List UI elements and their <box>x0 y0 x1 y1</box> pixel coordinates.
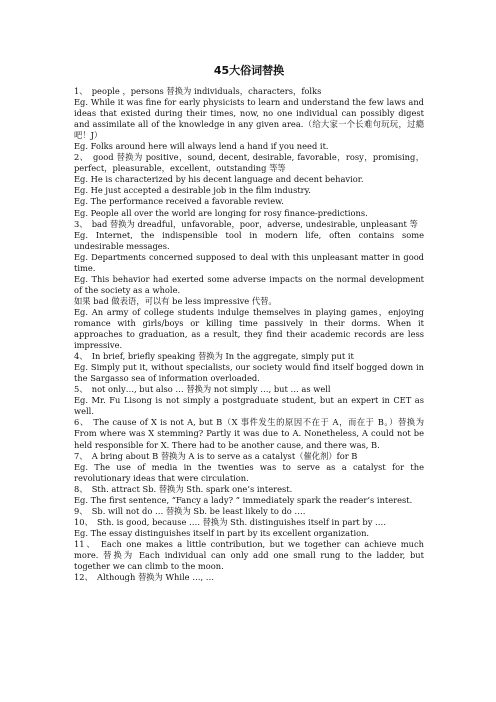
item-3-heading: 3、 bad 替换为 dreadful，unfavorable，poor，adverse, undesirable, unpleasant 等 <box>74 218 418 229</box>
example-paragraph: Eg. The performance received a favorable review. <box>74 196 284 207</box>
example-paragraph: Eg. He is characterized by his decent language and decent behavior. <box>74 174 364 185</box>
example-paragraph: Eg. Departments concerned supposed to deal with this unpleasant matter in good time. <box>74 251 424 273</box>
note-paragraph: 如果 bad 做表语，可以有 be less impressive 代替。 <box>74 295 277 306</box>
example-paragraph: Eg. People all over the world are longing for rosy finance-predictions. <box>74 207 368 218</box>
item-12-heading: 12、 Although 替换为 While …, … <box>74 572 215 583</box>
example-paragraph: Eg. This behavior had exerted some adverse impacts on the normal development of the society as a whole. <box>74 273 424 295</box>
document-title: 45大俗词替换 <box>213 64 285 77</box>
example-paragraph: Eg. The use of media in the twenties was to serve as a catalyst for the revolutionary ideas that were circulation. <box>74 461 424 483</box>
item-11-heading: 11、 Each one makes a little contribution, but we together can achieve much more. 替换为 Each individual can only add one small rung to the ladder, but together we can climb to the moon. <box>74 538 424 572</box>
example-paragraph: Eg. Mr. Fu Lisong is not simply a postgraduate student, but an expert in CET as well. <box>74 395 424 417</box>
item-5-heading: 5、 not only…, but also … 替换为 not simply …, but … as well <box>74 384 331 395</box>
example-paragraph: Eg. While it was fine for early physicists to learn and understand the few laws and ideas that existed during their times, now, no one individual can possibly digest and assimilate all of the knowledge in any given area.（给大家一个长难句玩玩，过瘾吧！J） <box>74 97 424 141</box>
example-paragraph: Eg. The essay distinguishes itself in part by its excellent organization. <box>74 527 370 538</box>
example-paragraph: Eg. Folks around here will always lend a hand if you need it. <box>74 141 329 152</box>
document-page <box>74 64 424 583</box>
example-paragraph: Eg. Internet, the indispensible tool in modern life, often contains some undesirable messages. <box>74 229 424 251</box>
item-9-heading: 9、 Sb. will not do … 替换为 Sb. be least likely to do …. <box>74 505 306 516</box>
item-6-heading: 6、 The cause of X is not A, but B（X 事件发生的原因不在于 A，而在于 B。）替换为 From where was X stemming? Partly it was due to A. Nonetheless, A could not be held responsible for X. There had to be another cause, and there was, B. <box>74 417 424 450</box>
item-7-heading: 7、 A bring about B 替换为 A is to serve as a catalyst（催化剂）for B <box>74 450 358 461</box>
item-1-heading: 1、 people ，persons 替换为 individuals，characters，folks <box>74 86 322 96</box>
item-2-heading: 2、 good 替换为 positive，sound, decent, desirable, favorable，rosy，promising，perfect，pleasurable，excellent，outstanding 等等 <box>74 152 424 174</box>
item-4-heading: 4、 In brief, briefly speaking 替换为 In the aggregate, simply put it <box>74 351 354 362</box>
example-paragraph: Eg. An army of college students indulge themselves in playing games，enjoying romance with girls/boys or killing time passively in their dorms. When it approaches to graduation, as a result, they find their academic records are less impressive. <box>74 306 424 351</box>
item-10-heading: 10、 Sth. is good, because …. 替换为 Sth. distinguishes itself in part by …. <box>74 516 386 527</box>
example-paragraph: Eg. The first sentence, “Fancy a lady? ” immediately spark the reader’s interest. <box>74 494 413 505</box>
example-paragraph: Eg. He just accepted a desirable job in the film industry. <box>74 185 311 196</box>
example-paragraph: Eg. Simply put it, without specialists, our society would find itself bogged down in the Sargasso sea of information overloaded. <box>74 362 424 384</box>
item-8-heading: 8、 Sth. attract Sb. 替换为 Sth. spark one’s interest. <box>74 483 293 494</box>
